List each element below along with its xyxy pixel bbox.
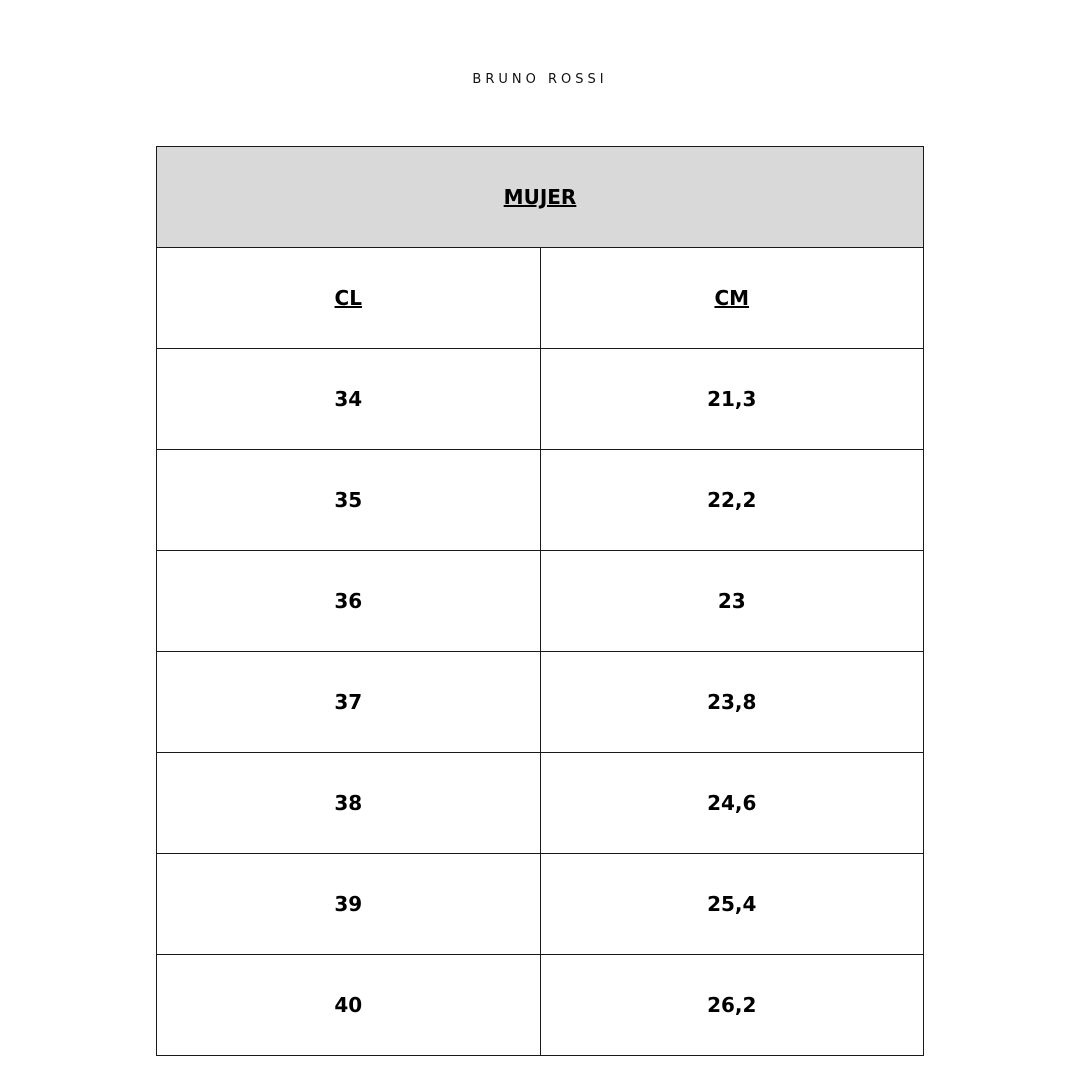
cell-cm: 22,2 [540,450,924,551]
table-title-row [157,147,924,248]
table-row [157,753,924,854]
cell-cm: 24,6 [540,753,924,854]
cell-cl: 39 [157,854,541,955]
table-row [157,854,924,955]
cell-cm: 25,4 [540,854,924,955]
table-header-row [157,248,924,349]
brand-logo: BRUNO ROSSI [472,72,608,87]
cell-cm: 23,8 [540,652,924,753]
cell-cl: 40 [157,955,541,1056]
table-row [157,349,924,450]
column-header-cm: CM [540,248,924,349]
column-header-cl: CL [157,248,541,349]
cell-cl: 36 [157,551,541,652]
cell-cm: 23 [540,551,924,652]
cell-cl: 38 [157,753,541,854]
table-title: MUJER [157,147,924,248]
table-row [157,551,924,652]
table-row [157,652,924,753]
table-row [157,450,924,551]
cell-cm: 26,2 [540,955,924,1056]
cell-cm: 21,3 [540,349,924,450]
size-chart-table [156,146,924,1056]
table-row [157,955,924,1056]
cell-cl: 37 [157,652,541,753]
cell-cl: 34 [157,349,541,450]
cell-cl: 35 [157,450,541,551]
